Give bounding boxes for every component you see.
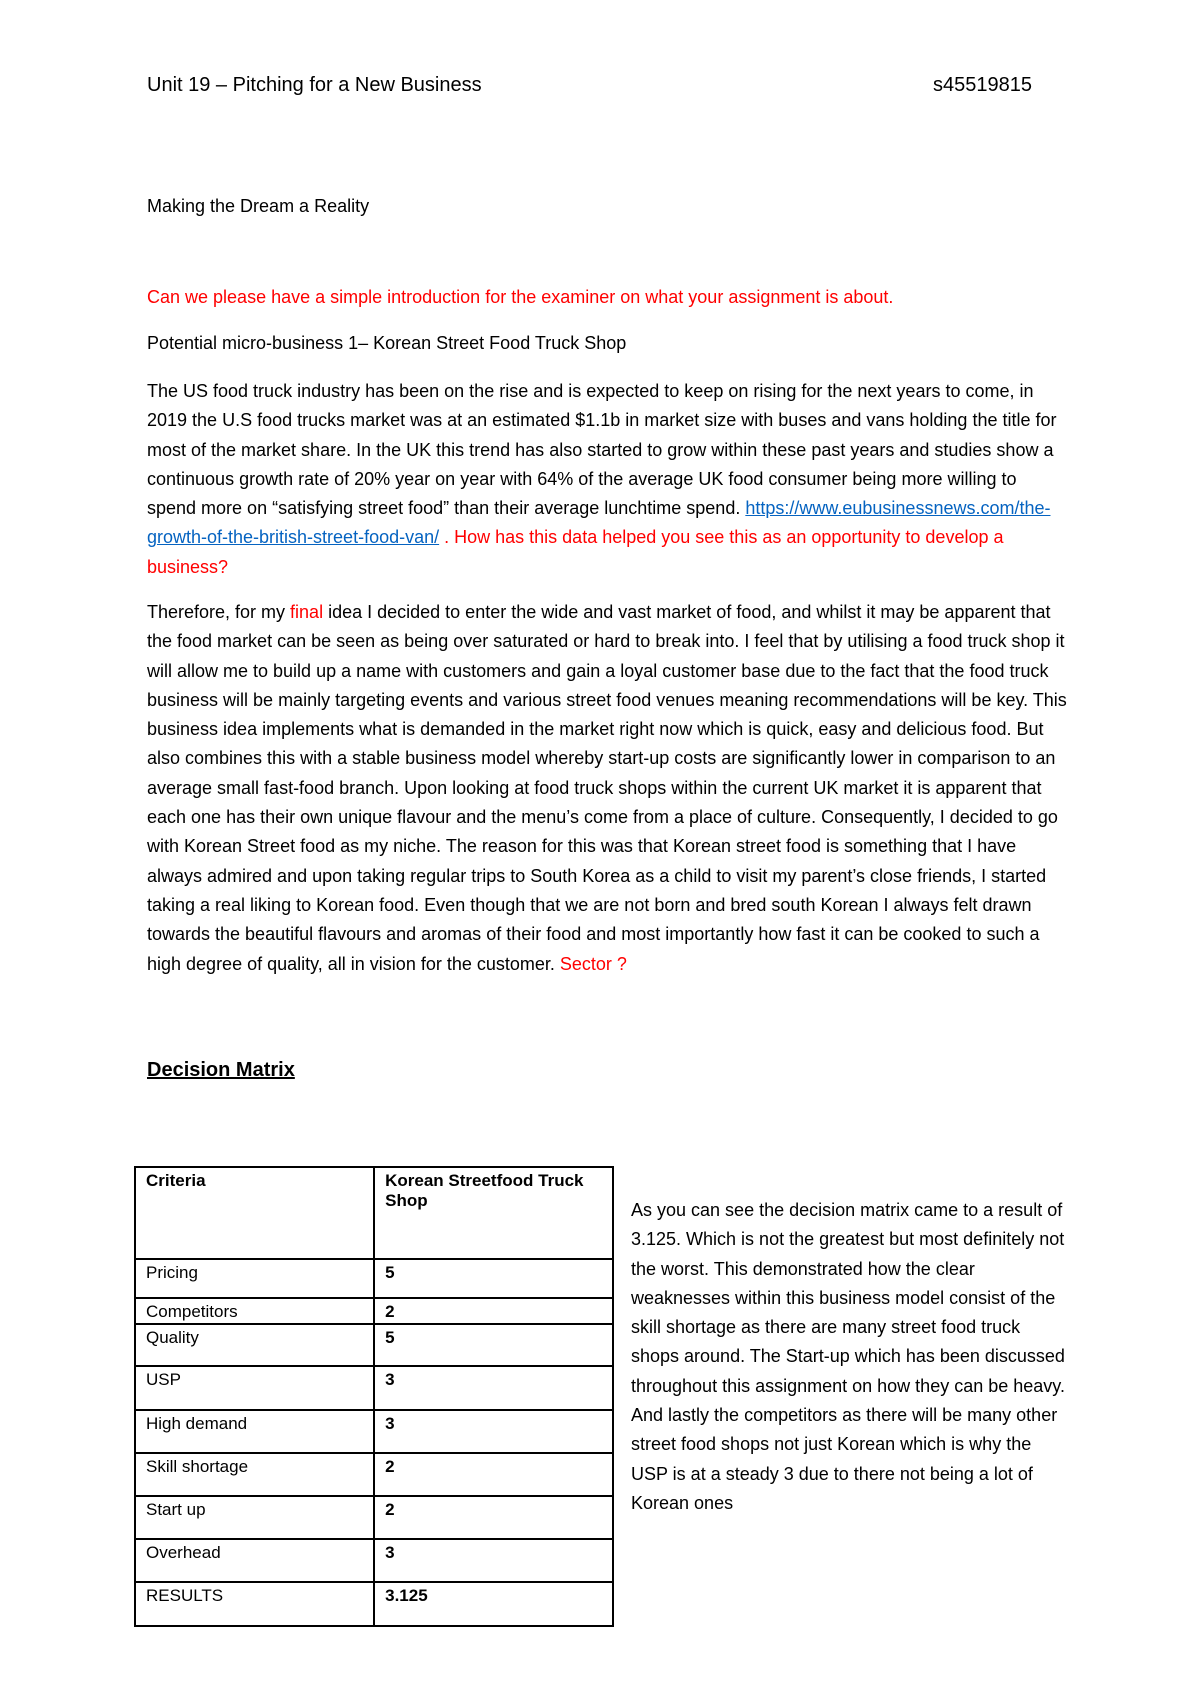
header-business: Korean Streetfood Truck Shop — [374, 1167, 613, 1259]
paragraph-idea — [147, 598, 1067, 979]
criteria-cell: RESULTS — [135, 1582, 374, 1626]
score-cell: 2 — [374, 1453, 613, 1496]
table-row — [135, 1324, 613, 1366]
criteria-cell: USP — [135, 1366, 374, 1410]
paragraph-idea-text: idea I decided to enter the wide and vast market of food, and whilst it may be apparent that the food market can be seen as being over saturated or hard to break into. I feel that by utilising a food truck shop it will allow me to build up a name with customers and gain a loyal customer base due to the fact that the food truck business will be mainly targeting events and various street food venues meaning recommendations will be key. This business idea implements what is demanded in the market right now which is quick, easy and delicious food. But also combines this with a stable business model whereby start-up costs are significantly lower in comparison to an average small fast-food branch. Upon looking at food truck shops within the current UK market it is apparent that each one has their own unique flavour and the menu’s come from a place of culture. Consequently, I decided to go with Korean Street food as my niche. The reason for this was that Korean street food is something that I have always admired and upon taking regular trips to South Korea as a child to visit my parent’s close friends, I started taking a real liking to Korean food. Even though that we are not born and bred south Korean I always felt drawn towards the beautiful flavours and aromas of their food and most importantly how fast it can be cooked to such a high degree of quality, all in vision for the customer. — [147, 602, 1067, 974]
table-row — [135, 1410, 613, 1453]
header-title: Unit 19 – Pitching for a New Business — [147, 74, 482, 96]
decision-matrix-heading: Decision Matrix — [147, 1059, 295, 1081]
potential-business-heading: Potential micro-business 1– Korean Street Food Truck Shop — [147, 333, 627, 353]
document-subtitle: Making the Dream a Reality — [147, 196, 370, 216]
source-link[interactable]: https://www.eubusinessnews.com/the-growth-of-the-british-street-food-van/ — [147, 498, 1051, 548]
table-row-results — [135, 1582, 613, 1626]
table-header-row — [135, 1167, 613, 1259]
matrix-explanation: As you can see the decision matrix came to a result of 3.125. Which is not the greatest but most definitely not the worst. This demonstrated how the clear weaknesses within this business model consist of the skill shortage as there are many street food truck shops around. The Start-up which has been discussed throughout this assignment on how they can be heavy. And lastly the competitors as there will be many other street food shops not just Korean which is why the USP is at a steady 3 due to there not being a lot of Korean ones — [631, 1200, 1065, 1513]
score-cell: 3 — [374, 1410, 613, 1453]
paragraph-market-text: The US food truck industry has been on the rise and is expected to keep on rising for the next years to come, in 2019 the U.S food trucks market was at an estimated $1.1b in market size with buses and vans holding the title for most of the market share. In the UK this trend has also started to grow within these past years and studies show a continuous growth rate of 20% year on year with 64% of the average UK food consumer being more willing to spend more on “satisfying street food” than their average lunchtime spend. — [147, 381, 1057, 519]
score-cell: 5 — [374, 1259, 613, 1298]
decision-matrix-table — [134, 1166, 614, 1627]
criteria-cell: Start up — [135, 1496, 374, 1539]
intro-comment: Can we please have a simple introduction for the examiner on what your assignment is about. — [147, 287, 894, 307]
score-cell: 3 — [374, 1366, 613, 1410]
score-cell: 2 — [374, 1298, 613, 1324]
header-criteria: Criteria — [135, 1167, 374, 1259]
score-cell: 2 — [374, 1496, 613, 1539]
score-cell: 5 — [374, 1324, 613, 1366]
final-word: final — [290, 602, 324, 622]
score-cell: 3 — [374, 1539, 613, 1582]
student-id: s45519815 — [933, 74, 1032, 96]
paragraph-market-comment: . How has this data helped you see this as an opportunity to develop a business? — [147, 527, 1004, 577]
table-row — [135, 1259, 613, 1298]
sector-comment: Sector ? — [554, 953, 627, 974]
criteria-cell: High demand — [135, 1410, 374, 1453]
table-row — [135, 1298, 613, 1324]
score-cell: 3.125 — [374, 1582, 613, 1626]
criteria-cell: Quality — [135, 1324, 374, 1366]
page-header — [147, 74, 1032, 97]
paragraph-market — [147, 377, 1067, 582]
criteria-cell: Competitors — [135, 1298, 374, 1324]
table-row — [135, 1453, 613, 1496]
table-row — [135, 1539, 613, 1582]
table-row — [135, 1366, 613, 1410]
paragraph-idea-start: Therefore, for my — [147, 602, 291, 622]
criteria-cell: Pricing — [135, 1259, 374, 1298]
criteria-cell: Skill shortage — [135, 1453, 374, 1496]
criteria-cell: Overhead — [135, 1539, 374, 1582]
table-row — [135, 1496, 613, 1539]
